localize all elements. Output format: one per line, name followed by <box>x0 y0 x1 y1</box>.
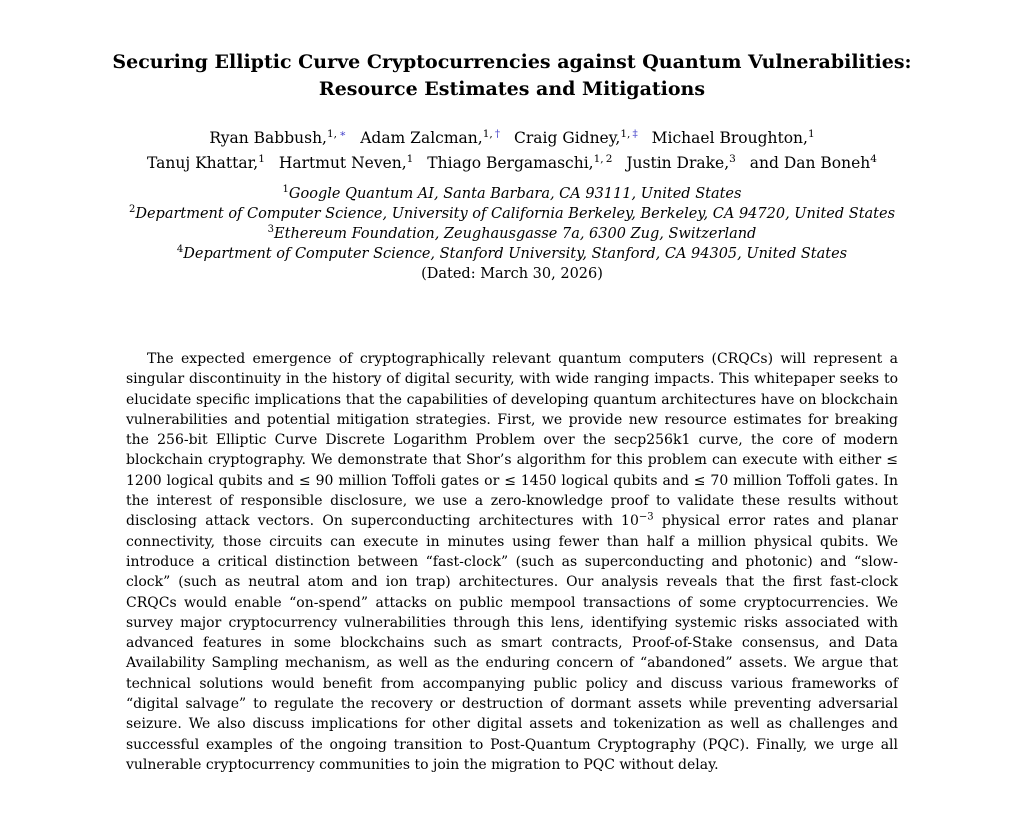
affiliation-superscript: 3 <box>267 224 275 236</box>
author-superscript: 1, ∗ <box>327 127 347 140</box>
affiliation-superscript: 4 <box>176 244 184 256</box>
author-superscript: 4 <box>870 152 877 165</box>
author: Ryan Babbush,$^{1, ∗}$ <box>209 127 347 147</box>
affiliation-superscript: 2 <box>128 204 136 216</box>
affiliation-text: Department of Computer Science, Stanford University, Stanford, CA 94305, United States <box>183 246 848 262</box>
affiliation-text: Department of Computer Science, University of California Berkeley, Berkeley, CA 94720, United States <box>135 206 896 222</box>
affiliation-text: Google Quantum AI, Santa Barbara, CA 93111, United States <box>288 186 742 202</box>
affiliation <box>0 244 1024 264</box>
author: Craig Gidney,$^{1, \ddagger}$ <box>514 127 638 147</box>
author-superscript: 1, 2 <box>593 152 613 165</box>
author: Michael Broughton,$^1$ <box>651 127 815 147</box>
affiliation <box>0 184 1024 204</box>
footnote-mark-link[interactable]: † <box>494 127 501 140</box>
abstract-exponent: −3 <box>638 511 654 523</box>
author: and Dan Boneh$^4$ <box>749 152 877 172</box>
paper-title <box>0 49 1024 103</box>
author-line-1 <box>0 126 1024 151</box>
author: Thiago Bergamaschi,$^{1, 2}$ <box>427 152 613 172</box>
abstract <box>126 349 898 775</box>
author: Justin Drake,$^3$ <box>626 152 736 172</box>
paper-title-line1: Securing Elliptic Curve Cryptocurrencies against Quantum Vulnerabilities: <box>112 51 912 73</box>
author: Tanuj Khattar,$^1$ <box>147 152 265 172</box>
affiliation-text: Ethereum Foundation, Zeughausgasse 7a, 6300 Zug, Switzerland <box>274 226 757 242</box>
author-superscript: 3 <box>729 152 736 165</box>
footnote-mark-link[interactable]: ∗ <box>339 127 347 140</box>
author-superscript: 1 <box>258 152 265 165</box>
author-superscript: 1 <box>406 152 414 165</box>
author: Hartmut Neven,$^1$ <box>278 152 414 172</box>
author-superscript: 1 <box>807 127 815 140</box>
author-superscript: 1, † <box>482 127 501 140</box>
dated-line: (Dated: March 30, 2026) <box>421 266 603 282</box>
author-superscript: 1, ‡ <box>620 127 638 140</box>
author: Adam Zalcman,$^{1, \dagger}$ <box>360 127 501 147</box>
abstract-text-1: The expected emergence of cryptographically relevant quantum computers (CRQCs) will represent a singular discontinuity in the history of digital security, with wide ranging impacts. This whitepaper seeks to elucidate specific implications that the capabilities of developing quantum architectures have on blockchain vulnerabilities and potential mitigation strategies. First, we provide new resource estimates for breaking the 256-bit Elliptic Curve Discrete Logarithm Problem over the secp256k1 curve, the core of modern blockchain cryptography. We demonstrate that Shor’s algorithm for this problem can execute with either ≤ 1200 logical qubits and ≤ 90 million Toffoli gates or ≤ 1450 logical qubits and ≤ 70 million Toffoli gates. In the interest of responsible disclosure, we use a zero-knowledge proof to validate these results without disclosing attack vectors. On superconducting architectures with 10 <box>126 351 898 530</box>
abstract-text-2: physical error rates and planar connectivity, those circuits can execute in minutes using fewer than half a million physical qubits. We introduce a critical distinction between “fast-clock” (such as superconducting and photonic) and “slow-clock” (such as neutral atom and ion trap) architectures. Our analysis reveals that the first fast-clock CRQCs would enable “on-spend” attacks on public mempool transactions of some cryptocurrencies. We survey major cryptocurrency vulnerabilities through this lens, identifying systemic risks associated with advanced features in some blockchains such as smart contracts, Proof-of-Stake consensus, and Data Availability Sampling mechanism, as well as the enduring concern of “abandoned” assets. We argue that technical solutions would benefit from accompanying public policy and discuss various frameworks of “digital salvage” to regulate the recovery or destruction of dormant assets while preventing adversarial seizure. We also discuss implications for other digital assets and tokenization as well as challenges and successful examples of the ongoing transition to Post-Quantum Cryptography (PQC). Finally, we urge all vulnerable cryptocurrency communities to join the migration to PQC without delay. <box>126 513 898 773</box>
author-line-2 <box>0 151 1024 176</box>
footnote-mark-link[interactable]: ‡ <box>632 127 638 140</box>
affiliation-superscript: 1 <box>282 184 289 196</box>
paper-title-line2: Resource Estimates and Mitigations <box>318 78 706 100</box>
affiliation-list <box>0 184 1024 264</box>
author-list <box>0 126 1024 176</box>
affiliation <box>0 224 1024 244</box>
affiliation <box>0 204 1024 224</box>
